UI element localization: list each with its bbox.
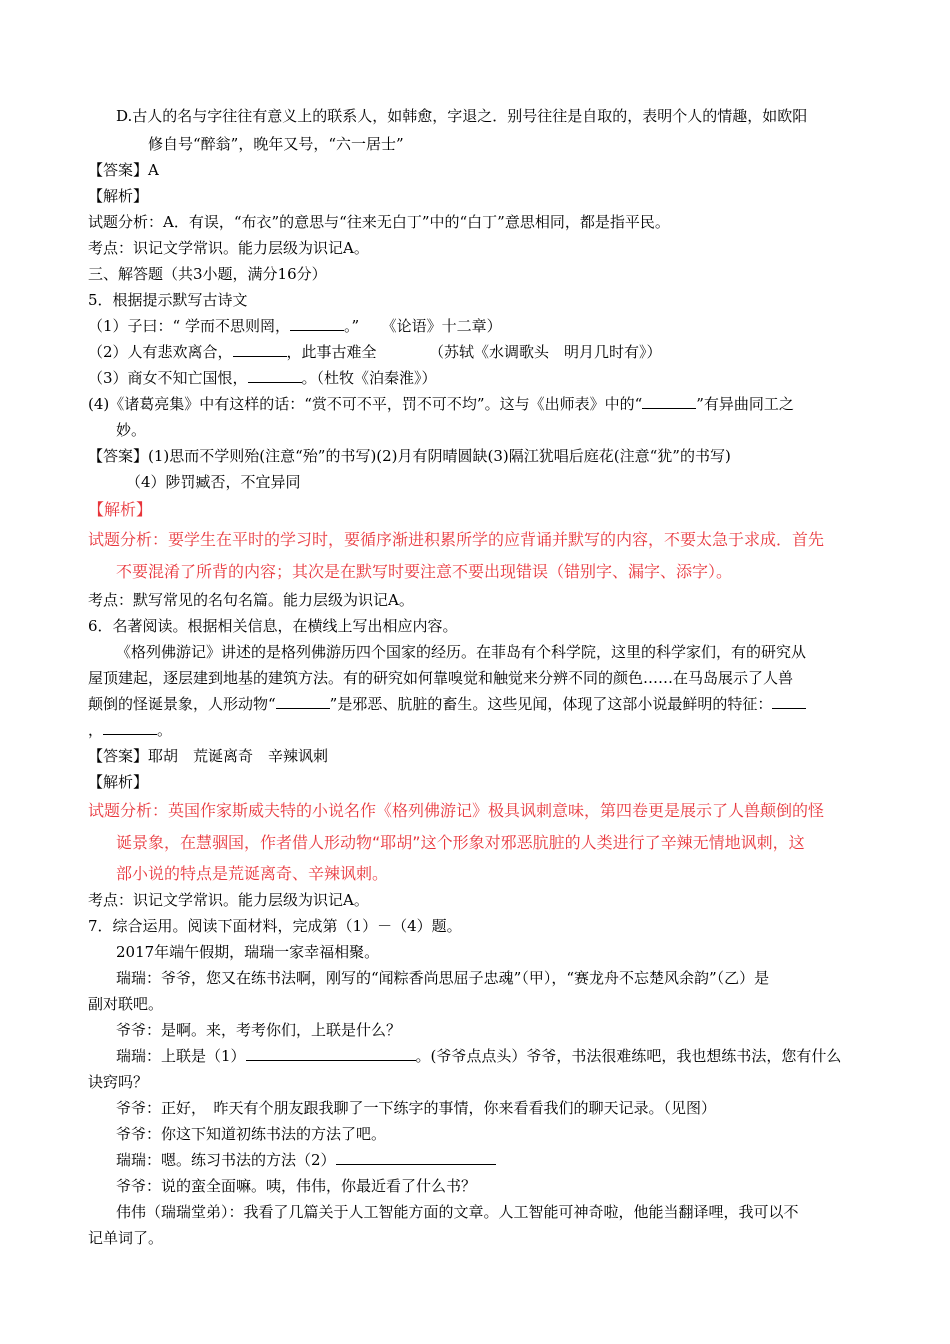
q7-dialog-6 (116, 1148, 496, 1173)
q6-end: 。 (157, 721, 173, 739)
q5-1-suffix: 。” 《论语》十二章） (343, 317, 502, 335)
q6-prefix: 颠倒的怪诞景象，人形动物“ (88, 695, 276, 713)
q6-middle: ”是邪恶、肮脏的畜生。这些见闻，体现了这部小说最鲜明的特征： (329, 695, 773, 713)
question-5-2 (88, 340, 662, 365)
q7-dialog-3-cont: 诀窍吗？ (88, 1073, 149, 1091)
question-6-para1: 《格列佛游记》讲述的是格列佛游历四个国家的经历。在菲岛有个科学院，这里的科学家们，有的研究从 (116, 643, 807, 661)
question-6-title: 6．名著阅读。根据相关信息，在横线上写出相应内容。 (88, 617, 458, 635)
q5-4-suffix: ”有异曲同工之 (696, 395, 794, 413)
analysis-6-heading: 【解析】 (88, 773, 149, 791)
section-3-heading: 三、解答题（共3小题，满分16分） (88, 265, 327, 283)
q7-dialog-3 (116, 1044, 841, 1069)
q7-6-prefix: 瑞瑞：嗯。练习书法的方法（2） (116, 1151, 336, 1169)
analysis-4-text: 试题分析：A．有误，“布衣”的意思与“往来无白丁”中的“白丁”意思相同，都是指平民。 (88, 213, 670, 231)
kaodian-5: 考点：默写常见的名句名篇。能力层级为识记A。 (88, 591, 414, 609)
answer-blank (103, 718, 157, 735)
answer-6: 【答案】耶胡 荒诞离奇 辛辣讽刺 (88, 747, 329, 765)
q5-4-prefix: (4)《诸葛亮集》中有这样的话：“赏不可不平，罚不可不均”。这与《出师表》中的“ (88, 395, 643, 413)
analysis-5-line2: 不要混淆了所背的内容；其次是在默写时要注意不要出现错误（错别字、漏字、添字）。 (116, 562, 733, 581)
q7-3-prefix: 瑞瑞：上联是（1） (116, 1047, 246, 1065)
question-7-title: 7．综合运用。阅读下面材料，完成第（1）－（4）题。 (88, 917, 462, 935)
question-5-3 (88, 366, 437, 391)
question-5-title: 5．根据提示默写古诗文 (88, 291, 248, 309)
analysis-6-line3: 部小说的特点是荒诞离奇、辛辣讽刺。 (116, 864, 389, 883)
answer-blank (642, 392, 696, 409)
q7-3-suffix: 。(爷爷点点头）爷爷，书法很难练吧，我也想练书法，您有什么 (415, 1047, 842, 1065)
question-6-para3 (88, 692, 806, 717)
q7-dialog-7: 爷爷：说的蛮全面嘛。咦，伟伟，你最近看了什么书？ (116, 1177, 477, 1195)
q7-dialog-5: 爷爷：你这下知道初练书法的方法了吧。 (116, 1125, 387, 1143)
analysis-5-line1: 试题分析：要学生在平时的学习时，要循序渐进积累所学的应背诵并默写的内容，不要太急于求成．首先 (88, 530, 825, 549)
q5-2-prefix: （2）人有悲欢离合， (88, 343, 233, 361)
question-5-4-cont: 妙。 (116, 421, 147, 439)
analysis-5-heading: 【解析】 (88, 500, 153, 519)
question-6-para4 (88, 718, 172, 743)
q5-3-prefix: （3）商女不知亡国恨， (88, 369, 248, 387)
answer-blank (248, 366, 302, 383)
answer-blank (290, 314, 344, 331)
answer-blank (276, 692, 330, 709)
analysis-6-line1: 试题分析：英国作家斯威夫特的小说名作《格列佛游记》极具讽刺意味，第四卷更是展示了人兽颠倒的怪 (88, 801, 825, 820)
question-6-para2: 屋顶建起，逐层建到地基的建筑方法。有的研究如何靠嗅觉和触觉来分辨不同的颜色……在马岛展示了人兽 (88, 669, 794, 687)
answer-5-cont: （4）陟罚臧否，不宜异同 (126, 473, 301, 491)
q5-2-suffix: ，此事古难全 （苏轼《水调歌头 明月几时有》） (286, 343, 662, 361)
kaodian-4: 考点：识记文学常识。能力层级为识记A。 (88, 239, 369, 257)
q7-dialog-8-cont: 记单词了。 (88, 1229, 164, 1247)
q7-dialog-8: 伟伟（瑞瑞堂弟）：我看了几篇关于人工智能方面的文章。人工智能可神奇啦，他能当翻译哩，我可以不 (116, 1203, 799, 1221)
analysis-6-line2: 诞景象，在慧骃国，作者借人形动物“耶胡”这个形象对邪恶肮脏的人类进行了辛辣无情地讽刺，这 (116, 833, 805, 852)
q7-dialog-1: 瑞瑞：爷爷，您又在练书法啊，刚写的“闻粽香尚思屈子忠魂”（甲），“赛龙舟不忘楚风余韵”（乙）是 (116, 969, 770, 987)
option-d-line1: D.古人的名与字往往有意义上的联系人，如韩愈，字退之．别号往往是自取的，表明个人的情趣，如欧阳 (116, 107, 808, 125)
answer-5: 【答案】(1)思而不学则殆(注意“殆”的书写)(2)月有阴晴圆缺(3)隔江犹唱后庭花(注意“犹”的书写) (88, 447, 731, 465)
q7-dialog-1-cont: 副对联吧。 (88, 995, 164, 1013)
answer-blank (772, 692, 806, 709)
answer-blank (246, 1044, 416, 1061)
q5-1-prefix: （1）子曰：“ 学而不思则罔， (88, 317, 290, 335)
answer-4: 【答案】A (88, 161, 159, 179)
q5-3-suffix: 。（杜牧《泊秦淮》） (301, 369, 437, 387)
question-5-1 (88, 314, 502, 339)
analysis-4-heading: 【解析】 (88, 187, 149, 205)
answer-blank (233, 340, 287, 357)
q7-dialog-4: 爷爷：正好， 昨天有个朋友跟我聊了一下练字的事情，你来看看我们的聊天记录。（见图） (116, 1099, 717, 1117)
answer-blank (336, 1148, 496, 1165)
q7-intro: 2017年端午假期，瑞瑞一家幸福相聚。 (116, 943, 380, 961)
q6-comma: ， (88, 721, 104, 739)
option-d-line2: 修自号“醉翁”，晚年又号，“六一居士” (148, 135, 404, 153)
question-5-4 (88, 392, 794, 417)
q7-dialog-2: 爷爷：是啊。来，考考你们，上联是什么？ (116, 1021, 402, 1039)
kaodian-6: 考点：识记文学常识。能力层级为识记A。 (88, 891, 369, 909)
